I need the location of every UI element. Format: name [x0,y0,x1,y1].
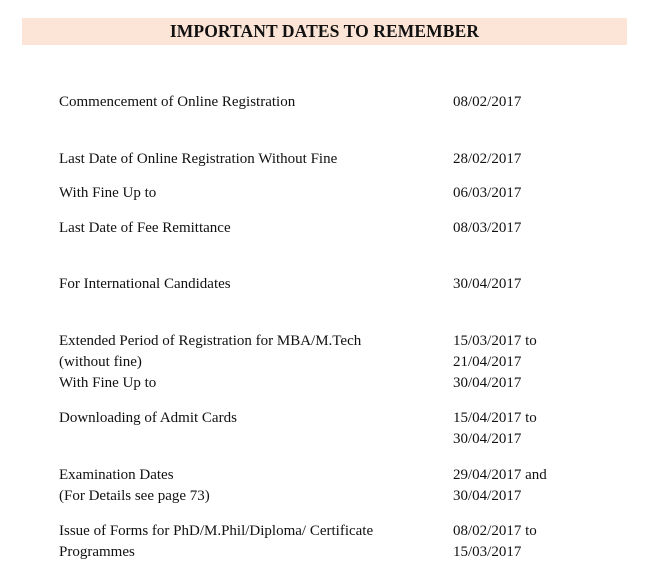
row-date [453,92,653,113]
row-date [453,331,653,394]
row-label-line: Extended Period of Registration for MBA/M.Tech [59,333,362,349]
row-date-line: 06/03/2017 [453,185,522,201]
row-label-line: Last Date of Fee Remittance [59,220,231,236]
row-date [453,521,653,563]
row-date-line: 15/03/2017 [453,544,522,560]
row-date-line: 28/02/2017 [453,151,522,167]
row-label [59,149,439,170]
row-label-line: Last Date of Online Registration Without Fine [59,151,338,167]
row-label-line: For International Candidates [59,276,231,292]
row-date [453,274,653,295]
row-label-line: Programmes [59,544,135,560]
row-label [59,465,439,507]
row-date-line: 30/04/2017 [453,276,522,292]
row-label [59,183,439,204]
title-banner [22,18,627,45]
row-label [59,274,439,295]
row-date-line: 15/04/2017 to [453,410,537,426]
row-date-line: 08/02/2017 to [453,523,537,539]
row-label [59,521,439,563]
row-label-line: (For Details see page 73) [59,488,210,504]
page-title: IMPORTANT DATES TO REMEMBER [169,21,480,41]
row-date-line: 08/03/2017 [453,220,522,236]
row-label-line: Examination Dates [59,467,174,483]
row-label [59,92,439,113]
row-date-line: 30/04/2017 [453,488,522,504]
row-label [59,218,439,239]
row-date-line: 08/02/2017 [453,94,522,110]
row-date [453,149,653,170]
row-label-line: (without fine) [59,354,142,370]
row-label-line: Downloading of Admit Cards [59,410,237,426]
row-date-line: 21/04/2017 [453,354,522,370]
row-date [453,218,653,239]
row-date-line: 30/04/2017 [453,375,522,391]
row-label [59,331,439,394]
row-date-line: 15/03/2017 to [453,333,537,349]
row-label-line: Issue of Forms for PhD/M.Phil/Diploma/ Certificate [59,523,374,539]
row-date-line: 30/04/2017 [453,431,522,447]
row-date [453,408,653,450]
row-date-line: 29/04/2017 and [453,467,547,483]
row-date [453,183,653,204]
row-label-line: With Fine Up to [59,375,157,391]
row-label-line: With Fine Up to [59,185,157,201]
row-label-line: Commencement of Online Registration [59,94,296,110]
row-label [59,408,439,429]
row-date [453,465,653,507]
